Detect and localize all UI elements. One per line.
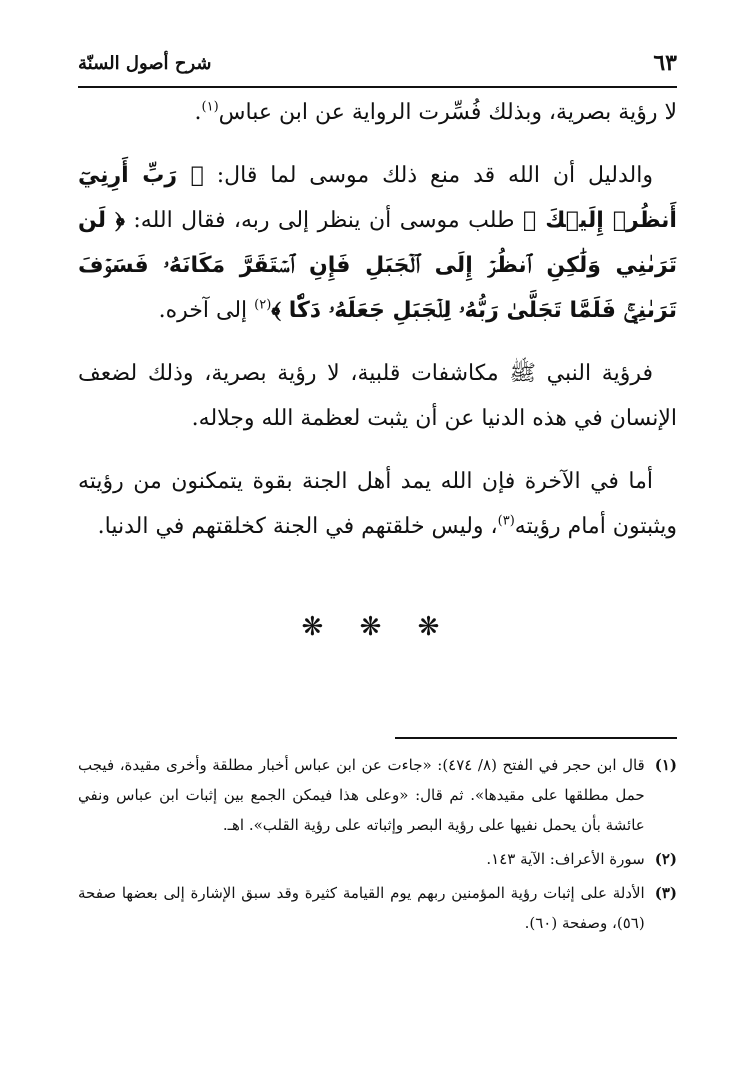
footnote-2 bbox=[78, 844, 677, 874]
footnotes bbox=[78, 750, 677, 942]
section-separator: ❋ ❋ ❋ bbox=[301, 612, 454, 642]
footnote-divider bbox=[395, 737, 677, 739]
p2-mid: طلب موسى أن ينظر إلى ربه، فقال الله: bbox=[133, 208, 515, 233]
paragraph-4 bbox=[78, 459, 677, 549]
footnote-text: الأدلة على إثبات رؤية المؤمنين ربهم يوم القيامة كثيرة وقد سبق الإشارة إلى بعضها صفحة (٥٦)، وصفحة (٦٠). bbox=[78, 884, 645, 932]
p4-text-a: أما في الآخرة فإن الله يمد أهل الجنة بقوة يتمكنون من رؤيته ويثبتون أمام رؤيته bbox=[78, 469, 677, 539]
p1-text: لا رؤية بصرية، وبذلك فُسِّرت الرواية عن ابن عباس bbox=[218, 100, 677, 125]
quran-verse-1: ﴿ رَبِّ أَرِنِيٓ أَنظُرۡ إِلَيۡكَ ﴾ bbox=[78, 163, 677, 233]
footnote-marker: (٢) bbox=[654, 850, 677, 868]
footnote-ref-3[interactable]: (٣) bbox=[497, 513, 515, 529]
paragraph-3: فرؤية النبي ﷺ مكاشفات قلبية، لا رؤية بصرية، وذلك لضعف الإنسان في هذه الدنيا عن أن يثبت لعظمة الله وجلاله. bbox=[78, 361, 677, 431]
running-title: شرح أصول السنّة bbox=[78, 52, 212, 74]
footnote-1 bbox=[78, 750, 677, 840]
quran-verse-2: ﴿ لَن تَرَىٰنِي وَلَٰكِنِ ٱنظُرۡ إِلَى ٱلۡجَبَلِ فَإِنِ ٱسۡتَقَرَّ مَكَانَهُۥ فَسَوۡفَ تَرَىٰنِيۚ فَلَمَّا تَجَلَّىٰ رَبُّهُۥ لِلۡجَبَلِ جَعَلَهُۥ دَكّٗا ﴾ bbox=[78, 208, 677, 323]
footnote-marker: (٣) bbox=[654, 884, 677, 902]
footnote-ref-2[interactable]: (٢) bbox=[254, 297, 272, 313]
page-number: ٦٣ bbox=[653, 50, 677, 76]
paragraph-1 bbox=[78, 90, 677, 135]
footnote-text: قال ابن حجر في الفتح (٨/ ٤٧٤): «جاءت عن ابن عباس أخبار مطلقة وأخرى مقيدة، فيجب حمل مطلقها على مقيدها». ثم قال: «وعلى هذا فيمكن الجمع بين إثبات ابن عباس ونفي عائشة بأن يحمل نفيها على رؤية البصر وإثباته على رؤية القلب». اهـ. bbox=[78, 756, 645, 834]
footnote-3 bbox=[78, 878, 677, 938]
footnote-text: سورة الأعراف: الآية ١٤٣. bbox=[486, 850, 645, 868]
p2-intro: والدليل أن الله قد منع ذلك موسى لما قال: bbox=[216, 163, 653, 188]
paragraph-2 bbox=[78, 153, 677, 333]
page-header bbox=[78, 40, 677, 88]
footnote-marker: (١) bbox=[654, 756, 677, 774]
footnote-ref-1[interactable]: (١) bbox=[201, 99, 219, 115]
p4-text-b: ، وليس خلقتهم في الجنة كخلقتهم في الدنيا. bbox=[97, 514, 498, 539]
p1-end: . bbox=[194, 100, 202, 125]
main-text bbox=[78, 90, 677, 567]
p2-end: إلى آخره. bbox=[158, 298, 248, 323]
